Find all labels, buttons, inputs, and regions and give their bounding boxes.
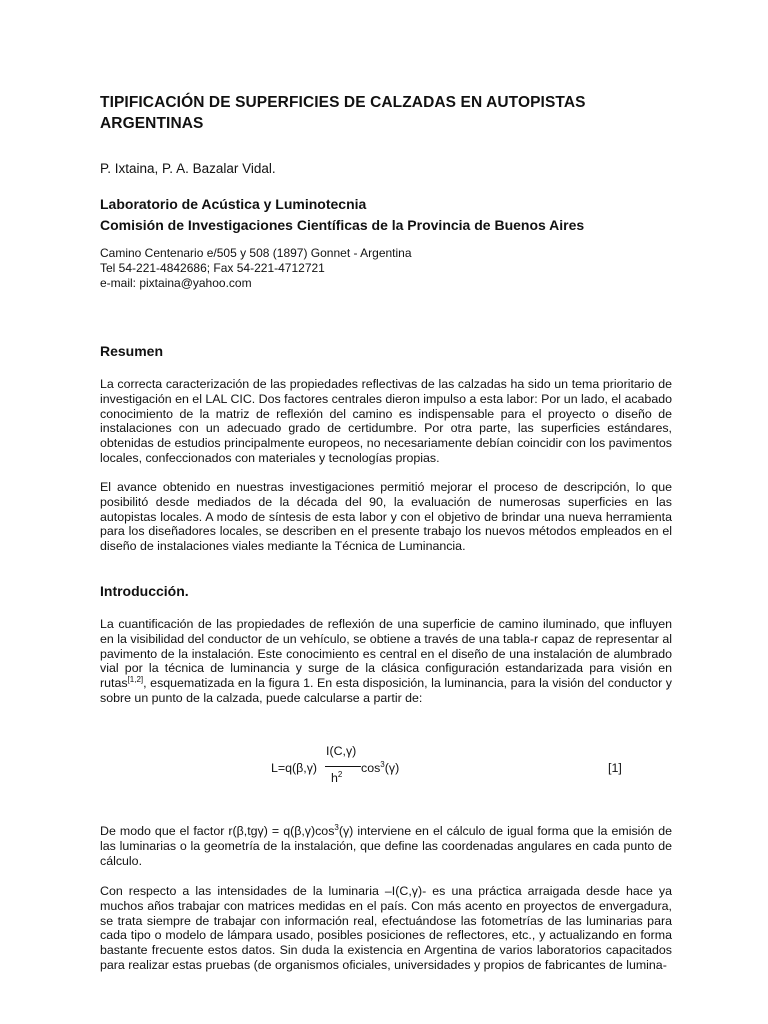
equation-numerator: I(C,γ) xyxy=(326,744,357,758)
contact-email: e-mail: pixtaina@yahoo.com xyxy=(100,276,252,290)
intro-p2-text-b: (γ) interviene en el cálculo de igual forma que la emisión de las luminarias o la geometría de la instalación, que define las coordenadas angulares en cada punto de cálculo. xyxy=(100,824,673,868)
equation-fraction-bar xyxy=(325,766,361,767)
equation-cos-argument: (γ) xyxy=(384,761,400,775)
equation-lhs: L=q(β,γ) xyxy=(271,761,318,775)
section-heading-resumen: Resumen xyxy=(100,343,164,359)
equation-h: h xyxy=(331,771,338,785)
intro-p1-text-b: , esquematizada en la figura 1. En esta disposición, la luminancia, para la visión del conductor y sobre un punto de la calzada, puede calcularse a partir de: xyxy=(100,676,672,705)
title-line-2: ARGENTINAS xyxy=(100,115,204,132)
title-line-1: TIPIFICACIÓN DE SUPERFICIES DE CALZADAS EN AUTOPISTAS xyxy=(100,94,586,111)
resumen-paragraph-1: La correcta caracterización de las propiedades reflectivas de las calzadas ha sido un tema prioritario de investigación en el LAL CIC. Dos factores centrales dieron impulso a esta labor: Por un lado, el acabado conocimiento de la matriz de reflexión del camino es indispensable para el proyecto o diseño de instalaciones con un adecuado grado de certidumbre. Por otra parte, las superficies estándares, obtenidas de estudios principalmente europeos, no necesariamente debían coincidir con los pavimentos locales, confeccionados con materiales y tecnologías propias. xyxy=(100,377,672,465)
intro-p1-text-a: La cuantificación de las propiedades de reflexión de una superficie de camino iluminado, que influyen en la visibilidad del conductor de un vehículo, se obtiene a través de una tabla-r capaz de representar al pavimento de la instalación. Este conocimiento es central en el diseño de una instalación de alumbrado vial por la técnica de luminancia y surge de la clásica configuración estandarizada para visión en rutas xyxy=(100,617,672,691)
authors: P. Ixtaina, P. A. Bazalar Vidal. xyxy=(100,161,276,176)
contact-phone: Tel 54-221-4842686; Fax 54-221-4712721 xyxy=(100,261,325,275)
institution-line-1: Laboratorio de Acústica y Luminotecnia xyxy=(100,196,367,212)
equation-cos-term xyxy=(361,761,399,775)
contact-address: Camino Centenario e/505 y 508 (1897) Gonnet - Argentina xyxy=(100,246,412,260)
intro-paragraph-3: Con respecto a las intensidades de la luminaria –I(C,γ)- es una práctica arraigada desde hace ya muchos años trabajar con matrices medidas en el país. Con más acento en proyectos de envergadura, se trata siempre de trabajar con información real, efectuándose las fotometrías de las luminarias para cada tipo o modelo de lámpara usado, posibles posiciones de reflectores, etc., y actualizando en forma bastante frecuente estos datos. Sin duda la existencia en Argentina de varios laboratorios capacitados para realizar estas pruebas (de organismos oficiales, universidades y propios de fabricantes de lumina- xyxy=(100,884,672,972)
section-heading-introduccion: Introducción. xyxy=(100,583,189,599)
citation-ref: [1,2] xyxy=(127,675,144,685)
intro-paragraph-1 xyxy=(100,617,672,706)
equation-h-exponent: 2 xyxy=(337,769,343,779)
intro-p2-exponent: 3 xyxy=(334,822,339,832)
equation-cos: cos xyxy=(361,761,381,775)
equation-cos-exponent: 3 xyxy=(380,759,385,769)
institution xyxy=(100,194,584,236)
institution-line-2: Comisión de Investigaciones Científicas de la Provincia de Buenos Aires xyxy=(100,217,585,233)
equation-number: [1] xyxy=(608,761,622,775)
intro-p2-text-a: De modo que el factor r(β,tgγ) = q(β,γ)cos xyxy=(100,824,335,838)
intro-paragraph-2 xyxy=(100,824,672,868)
equation-denominator xyxy=(331,771,342,785)
resumen-paragraph-2: El avance obtenido en nuestras investigaciones permitió mejorar el proceso de descripción, lo que posibilitó desde mediados de la década del 90, la evaluación de numerosas superficies en las autopistas locales. A modo de síntesis de esta labor y con el objetivo de brindar una nueva herramienta para los diseñadores locales, se describen en el presente trabajo los nuevos métodos empleados en el diseño de instalaciones viales mediante la Técnica de Luminancia. xyxy=(100,480,672,554)
paper-title xyxy=(100,92,700,134)
contact-block xyxy=(100,246,412,291)
